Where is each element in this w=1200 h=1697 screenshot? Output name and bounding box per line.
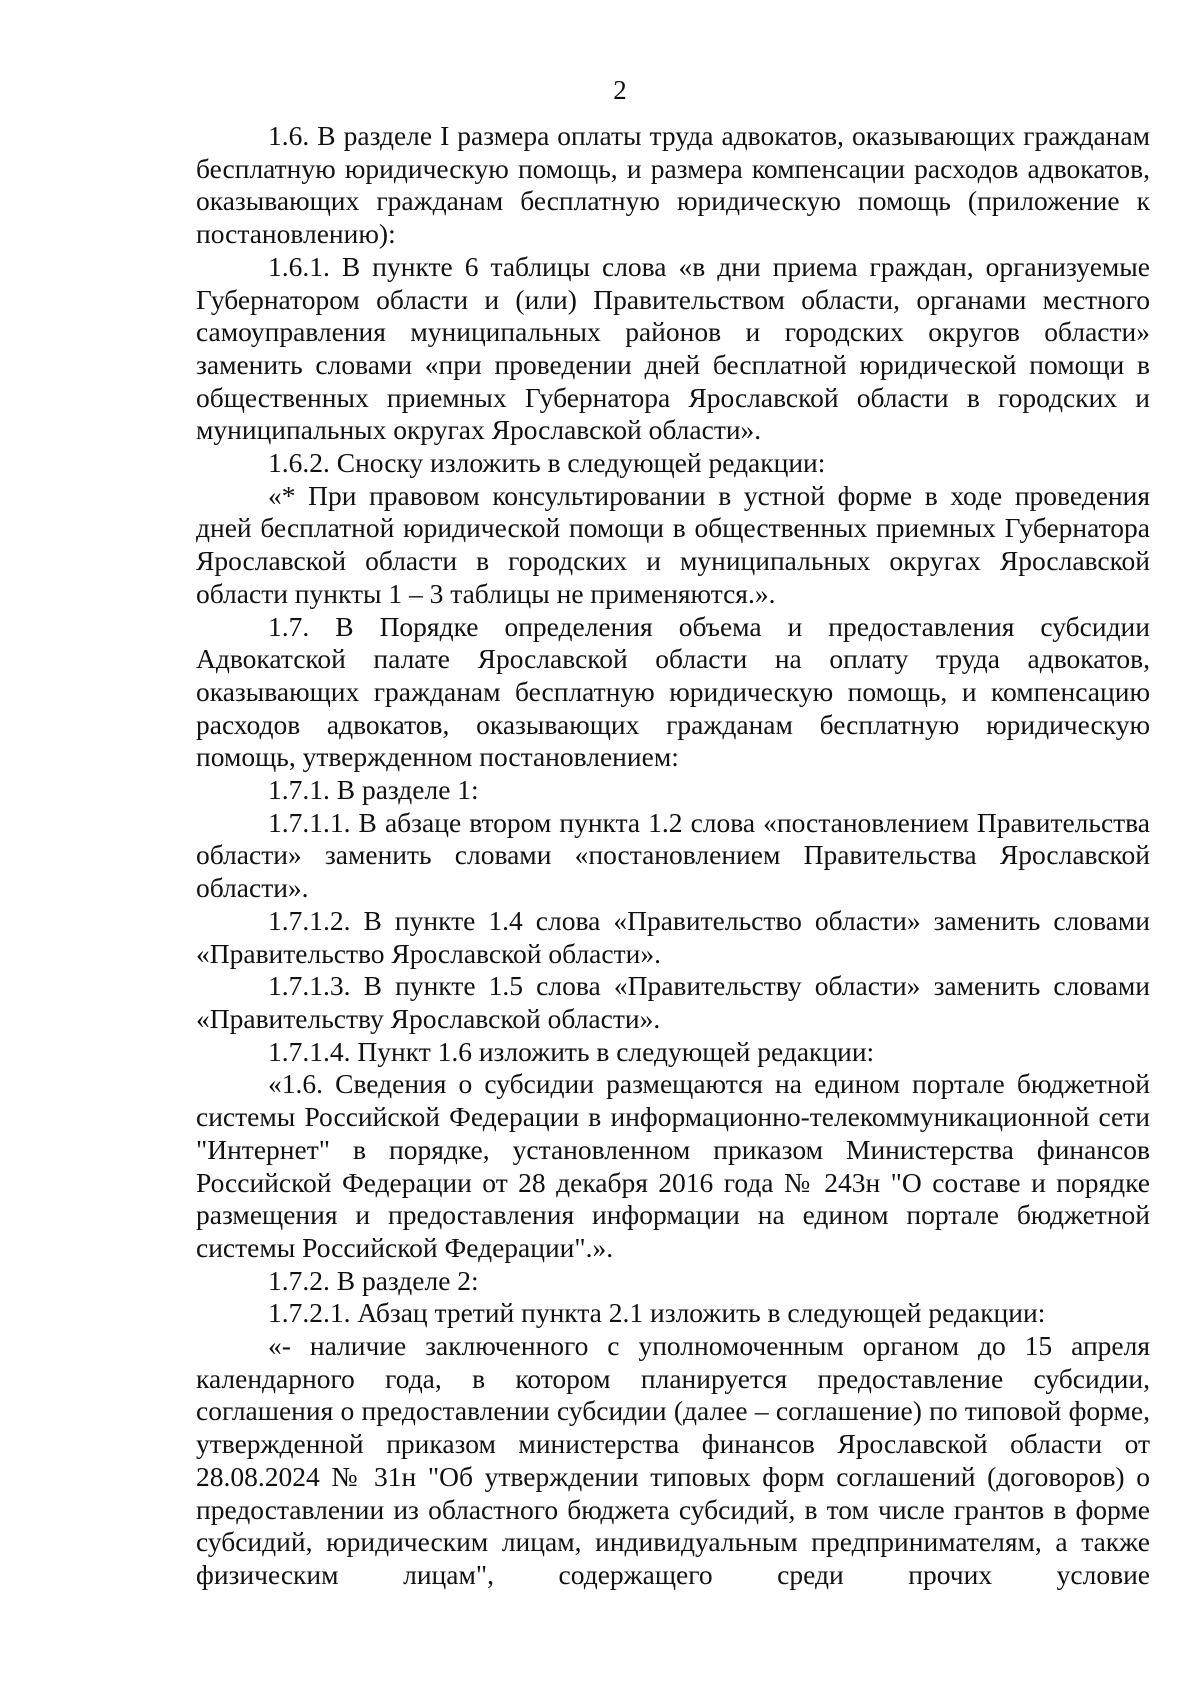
paragraph-1-7: 1.7. В Порядке определения объема и предоставления субсидии Адвокатской палате Ярославской области на оплату труда адвокатов, оказывающих гражданам бесплатную юридическую помощь, и компенсацию расходов адвокатов, оказывающих гражданам бесплатную юридическую помощь, утвержденном постановлением:	[196, 610, 1150, 773]
page-number: 2	[613, 75, 627, 105]
paragraph-1-7-1-2: 1.7.1.2. В пункте 1.4 слова «Правительство области» заменить словами «Правительство Ярославской области».	[196, 904, 1150, 969]
paragraph-1-6-1: 1.6.1. В пункте 6 таблицы слова «в дни приема граждан, организуемые Губернатором области и (или) Правительством области, органами местного самоуправления муниципальных районов и городских округов области» заменить словами «при проведении дней бесплатной юридической помощи в общественных приемных Губернатора Ярославской области в городских и муниципальных округах Ярославской области».	[196, 250, 1150, 446]
paragraph-1-7-1-4: 1.7.1.4. Пункт 1.6 изложить в следующей редакции:	[268, 1035, 875, 1067]
paragraph-1-6-new-text: «1.6. Сведения о субсидии размещаются на едином портале бюджетной системы Российской Федерации в информационно-телекоммуникационной сети "Интернет" в порядке, установленном приказом Министерства финансов Российской Федерации от 28 декабря 2016 года № 243н "О составе и порядке размещения и предоставления информации на едином портале бюджетной системы Российской Федерации".».	[196, 1068, 1150, 1263]
paragraph-1-6: 1.6. В разделе I размера оплаты труда адвокатов, оказывающих гражданам бесплатную юридическую помощь, и размера компенсации расходов адвокатов, оказывающих гражданам бесплатную юридическую помощь (приложение к постановлению):	[196, 120, 1150, 250]
paragraph-new-condition-text: «- наличие заключенного с уполномоченным органом до 15 апреля календарного года, в котором планируется предоставление субсидии, соглашения о предоставлении субсидии (далее – соглашение) по типовой форме, утвержденной приказом министерства финансов Ярославской области от 28.08.2024 № 31н "Об утверждении типовых форм соглашений (договоров) о предоставлении из областного бюджета субсидий, в том числе грантов в форме субсидий, юридическим лицам, индивидуальным предпринимателям, а также физическим лицам", содержащего среди прочих условие	[196, 1330, 1150, 1590]
document-body	[196, 120, 1150, 1592]
paragraph-1-6-2: 1.6.2. Сноску изложить в следующей редакции:	[268, 447, 826, 479]
paragraph-1-7-2: 1.7.2. В разделе 2:	[268, 1264, 479, 1296]
paragraph-1-7-1-3: 1.7.1.3. В пункте 1.5 слова «Правительству области» заменить словами «Правительству Ярославской области».	[196, 970, 1150, 1034]
paragraph-1-7-1: 1.7.1. В разделе 1:	[268, 774, 479, 806]
paragraph-footnote-text: «* При правовом консультировании в устной форме в ходе проведения дней бесплатной юридической помощи в общественных приемных Губернатора Ярославской области в городских и муниципальных округах Ярославской области пункты 1 – 3 таблицы не применяются.».	[196, 479, 1150, 609]
paragraph-1-7-1-1: 1.7.1.1. В абзаце втором пункта 1.2 слова «постановлением Правительства области» заменить словами «постановлением Правительства Ярославской области».	[196, 806, 1150, 904]
paragraph-1-7-2-1: 1.7.2.1. Абзац третий пункта 2.1 изложить в следующей редакции:	[268, 1297, 1046, 1329]
